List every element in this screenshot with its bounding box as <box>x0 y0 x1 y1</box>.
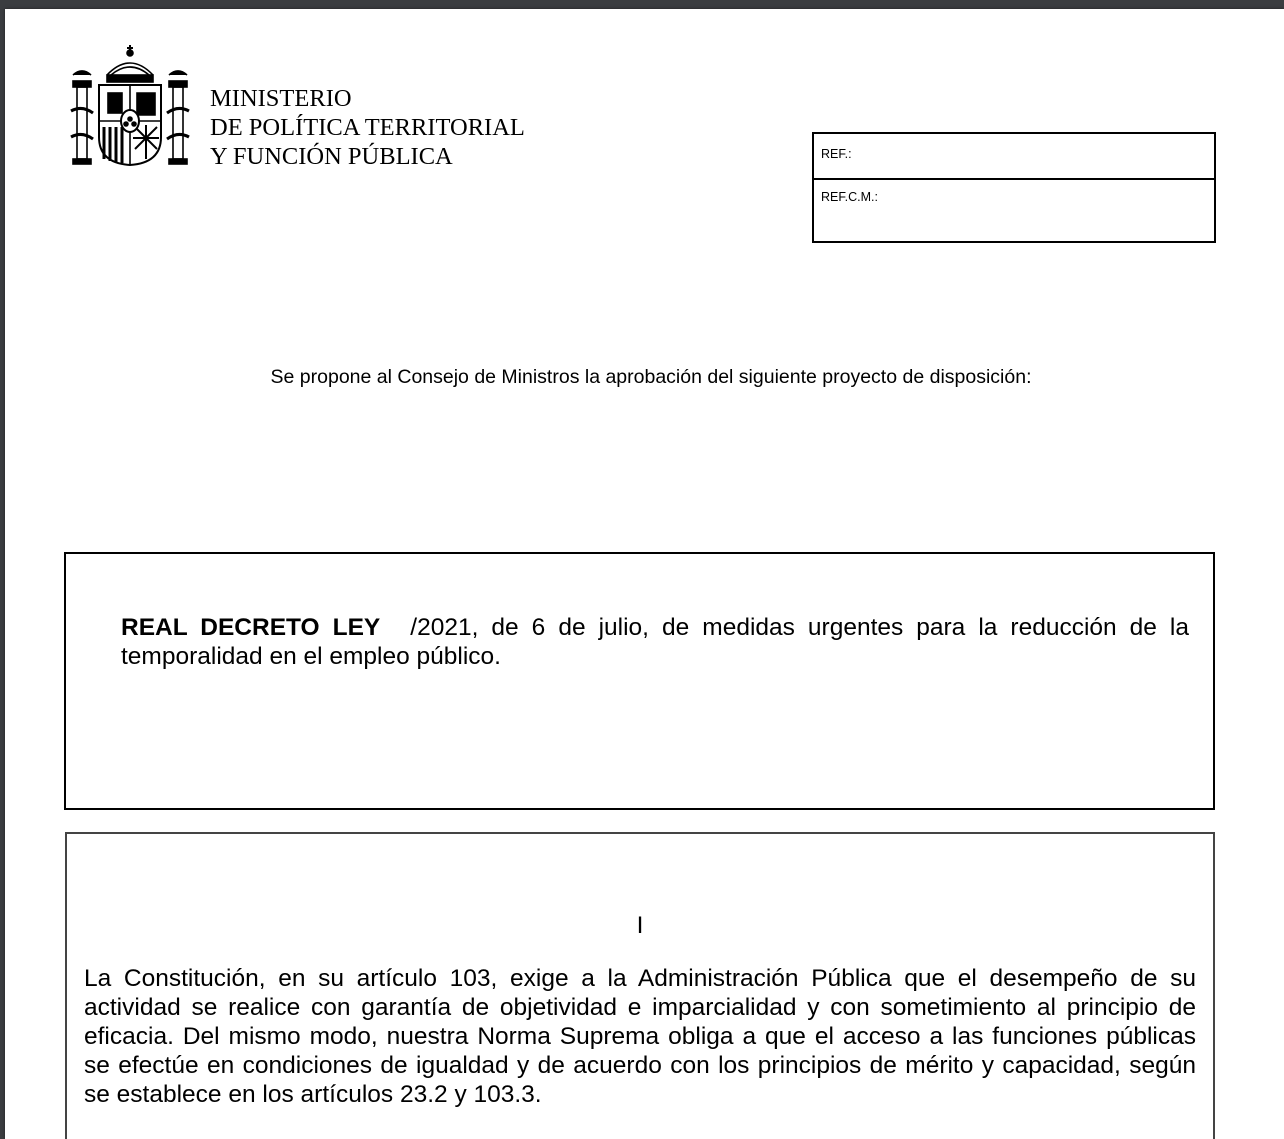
proposal-text: Se propone al Consejo de Ministros la aprobación del siguiente proyecto de disposición: <box>270 366 1032 388</box>
decree-title <box>121 613 1189 671</box>
decree-title-bold: REAL DECRETO LEY <box>121 614 381 641</box>
ref-row <box>814 134 1214 180</box>
ministry-name <box>210 84 525 171</box>
ministry-line-3: Y FUNCIÓN PÚBLICA <box>210 143 453 170</box>
decree-title-rest: /2021, de 6 de julio, de medidas urgentes para la reducción de la temporalidad en el empleo público. <box>121 614 1189 670</box>
decree-body-box <box>65 832 1215 1139</box>
section-number: I <box>636 912 644 939</box>
decree-title-box <box>64 552 1215 810</box>
ministry-line-1: MINISTERIO <box>210 85 352 112</box>
reference-box <box>812 132 1216 243</box>
ref-cm-row <box>814 180 1214 241</box>
coat-of-arms-of-spain-icon <box>69 41 191 167</box>
document-page <box>5 9 1284 1139</box>
ref-cm-label: REF.C.M.: <box>821 190 878 204</box>
body-paragraph: La Constitución, en su artículo 103, exige a la Administración Pública que el desempeño de su actividad se realice con garantía de objetividad e imparcialidad y con sometimiento al principio de eficacia. Del mismo modo, nuestra Norma Suprema obliga a que el acceso a las funciones públicas se efectúe en condiciones de igualdad y de acuerdo con los principios de mérito y capacidad, según se establece en los artículos 23.2 y 103.3. <box>84 965 1196 1108</box>
ref-label: REF.: <box>821 147 852 161</box>
ministry-line-2: DE POLÍTICA TERRITORIAL <box>210 114 525 141</box>
